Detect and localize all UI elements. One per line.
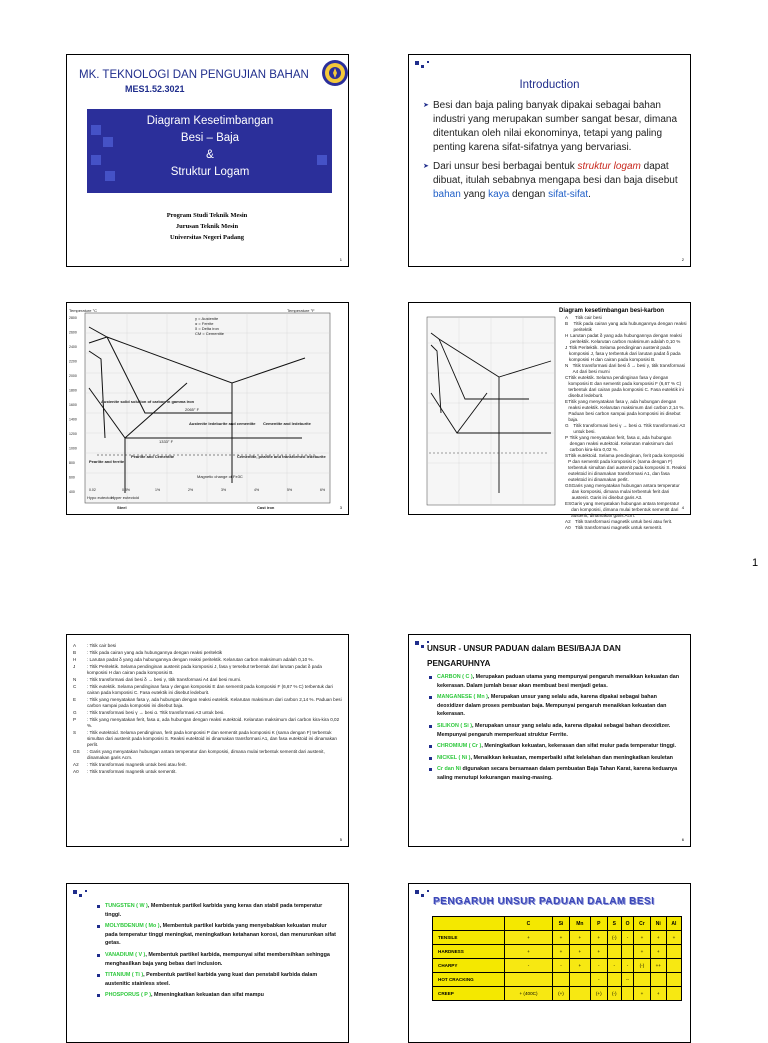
key-austenite: γ = Austenite (195, 316, 219, 321)
table-cell (569, 973, 590, 987)
table-cell (666, 973, 681, 987)
legend-entry (565, 525, 687, 531)
definition-text: : Titik yang menyatakan fasa γ, ada hubungan dengan reaksi eutektik. Kelarutan maksimum dari carbon 2,14 %. Paduan besi carbon sampai pada komposisi ini disebut baja. (87, 697, 342, 708)
table-cell: + (650, 945, 666, 959)
legend-text: Titik cair besi (575, 315, 602, 320)
slide-iron-carbon-diagram (408, 302, 691, 530)
table-cell (666, 959, 681, 973)
element-name: Cr dan Ni (437, 766, 461, 773)
definition-item (73, 643, 343, 649)
legend-text: Titik pada cairan yang ada hubungannya dengan reaksi peritektik (573, 321, 687, 332)
element-description: , Mmeningkatkan kekuatan dan sifat mampu (151, 992, 264, 999)
definition-text: : Larutan padat δ yang ada hubungannya dengan reaksi peritektik. Kelarutan carbon maksimum adalah 0,10 %. (87, 657, 314, 662)
legend-text: Garis yang menyatakan hubungan antara temperatur dan komposisi, dimana mulai terbentuk sementit dari austenit, dinamakan garis Acm. (571, 501, 680, 518)
legend-entry (565, 423, 687, 435)
table-cell: + (569, 945, 590, 959)
row-label: HARDNESS (433, 945, 505, 959)
diagram-legend (565, 315, 687, 531)
slide-heading: Introduction (519, 79, 580, 91)
row-label: CHARPY (433, 959, 505, 973)
course-title: MK. TEKNOLOGI DAN PENGUJIAN BAHAN (79, 69, 309, 81)
definition-item (73, 657, 343, 663)
slide-phase-diagram (66, 302, 349, 515)
course-code: MES1.52.3021 (125, 84, 185, 94)
label-hyper: Hyper eutectoid (111, 495, 140, 500)
slide-number: 4 (681, 505, 684, 510)
key-delta: δ = Delta iron (195, 326, 219, 331)
element-list (429, 673, 681, 786)
definition-text: : Titik transformasi magnetik untuk sementit. (87, 769, 177, 774)
legend-key: A (565, 315, 569, 320)
element-item (429, 722, 681, 739)
table-cell (569, 987, 590, 1001)
table-cell: - (505, 959, 553, 973)
element-item (97, 971, 337, 988)
table-cell: + (505, 931, 553, 945)
element-item (429, 765, 681, 782)
x-tick-label: 0.02 (89, 488, 96, 492)
slide-introduction (408, 54, 691, 267)
slide-heading: PENGARUH UNSUR PADUAN DALAM BESI (433, 896, 655, 907)
element-name: VANADIUM ( V ) (105, 951, 146, 958)
column-header: Cr (634, 917, 651, 931)
diagram-title: Diagram kesetimbangan besi-karbon (559, 308, 665, 314)
slide-number: 2 (681, 257, 684, 262)
main-title: Diagram Kesetimbangan Besi – Baja & Struktur Logam (146, 115, 274, 178)
y-tick-label: 1800 (69, 388, 77, 393)
axis-label-right: Temperature °F (287, 308, 315, 313)
label-steel: Steel (117, 505, 127, 510)
element-description: , Membentuk partikel karbida yang menyebabkan kekuatan mulur pada temperatur tinggi meningkat, meningkatkan ketahanan korosi, dan menurunkan sifat getas. (105, 923, 336, 947)
element-item (429, 754, 681, 763)
legend-text: Titik transformasi besi γ → besi α. Titik transformasi A3 untuk besi. (573, 423, 685, 434)
y-tick-label: 800 (69, 461, 75, 465)
definition-key: B (73, 650, 77, 655)
definition-text: : Titik transformasi magnetik untuk besi atau ferit. (87, 762, 187, 767)
legend-key: A2 (565, 519, 571, 524)
legend-entry (565, 483, 687, 501)
y-tick-label: 2400 (69, 345, 77, 349)
table-cell: - (590, 973, 607, 987)
element-item (97, 991, 337, 1000)
table-cell: (-) (607, 987, 621, 1001)
definition-text: : Titik cair besi (87, 643, 117, 648)
definition-item (73, 730, 343, 748)
y-tick-label: 1400 (69, 417, 77, 422)
legend-entry (565, 435, 687, 453)
y-tick-label: 2000 (69, 374, 77, 378)
definition-text: : Titik pada cairan yang ada hubungannya dengan reaksi peritektik (87, 650, 223, 655)
table-cell: + (569, 959, 590, 973)
y-tick-label: 600 (69, 475, 75, 480)
legend-text: Titik eutektik. Selama pendinginan fasa γ dengan komposisi E dan sementit pada komposisi F (6,67 % C) terbentuk dari cairan pada komposisi C. Fasa eutektik ini disebut ledeburit. (568, 375, 684, 398)
column-header: Mn (569, 917, 590, 931)
table-cell (607, 973, 621, 987)
y-tick-label: 1600 (69, 403, 77, 407)
column-header: Ni (650, 917, 666, 931)
label-hypo: Hypo eutectoid (87, 495, 114, 500)
phase-diagram (67, 303, 350, 516)
legend-text: Titik transformasi magnetik untuk sementit. (575, 525, 663, 530)
x-tick-label: 2% (188, 488, 194, 492)
y-tick-label: 1000 (69, 446, 77, 451)
legend-text: Titik yang menyatakan fasa γ, ada hubungan dengan reaksi eutektik. Kelarutan maksimum dari carbon 2,14 %. Paduan besi carbon sampai pada komposisi ini disebut baja. (568, 399, 685, 422)
definition-item (73, 664, 343, 676)
table-cell: + (650, 987, 666, 1001)
definition-text: : Titik transformasi besi γ → besi α. Titik transformasi A3 untuk besi. (87, 710, 225, 715)
slide-number: 5 (339, 837, 342, 842)
definition-key: A (73, 643, 77, 648)
definition-text: : Titik yang menyatakan ferit, fasa α, ada hubungan dengan reaksi eutektoid. Kelarutan maksimum dari carbon kira-kira 0,02 %. (87, 717, 340, 728)
y-tick-label: 2600 (69, 330, 77, 335)
table-cell: + (634, 987, 651, 1001)
definition-key: A2 (73, 762, 79, 767)
row-label: HOT CRACKING (433, 973, 505, 987)
legend-key: H (565, 333, 569, 338)
definition-key: GS (73, 749, 80, 754)
legend-key: J (565, 345, 568, 350)
legend-key: S (565, 453, 569, 458)
table-cell: (+) (590, 987, 607, 1001)
element-name: CHROMIUM ( Cr ) (437, 743, 482, 750)
legend-text: Titik eutektoid. Selama pendinginan, ferit pada komposisi P dan sementit pada komposisi K (sama dengan F) terbentuk simultan dari austenit pada komposisi S. Reaksi eutektoid ini dinamakan transformasi A1, dan fasa eutektoid ini dinamakan perlit. (568, 453, 687, 482)
row-label: TENSILE (433, 931, 505, 945)
institution: Program Studi Teknik Mesin Jurusan Teknik Mesin Universitas Negeri Padang (166, 212, 248, 241)
table-cell: + (634, 945, 651, 959)
definition-key: S (73, 730, 77, 735)
label-cementite-ledeburite: Cementite and ledeburite (263, 421, 311, 426)
element-name: TITANIUM ( Ti ) (105, 972, 144, 979)
table-cell: - (621, 931, 633, 945)
corner-decoration (415, 61, 437, 73)
element-item (97, 951, 337, 968)
legend-entry (565, 453, 687, 483)
label-cementite-pearlite: Cementite, pearlite and transformed ledeburite (237, 454, 326, 459)
definition-key: N (73, 677, 77, 682)
table-cell: + (552, 931, 569, 945)
label-pearlite-ferrite: Pearlite and ferrite (89, 459, 125, 464)
legend-text: Titik yang menyatakan ferit, fasa α, ada hubungan dengan reaksi eutektoid. Kelarutan maksimum dari carbon kira-kira 0,02 %. (569, 435, 673, 452)
influence-table (432, 916, 682, 1001)
y-tick-label: 2200 (69, 359, 77, 364)
element-list (97, 902, 337, 1003)
x-tick-label: 1% (155, 488, 161, 492)
legend-key: ES (565, 501, 572, 506)
table-cell: - (621, 959, 633, 973)
legend-key: G (565, 423, 569, 428)
table-cell: (-) (634, 959, 651, 973)
table-row (433, 931, 682, 945)
label-austenite: Austenite solid solution of carbon in gamma iron (101, 399, 195, 404)
iron-carbon-chart (409, 303, 559, 516)
y-tick-label: 400 (69, 490, 75, 494)
element-name: SILIKON ( Si ) (437, 722, 473, 729)
column-header: O (621, 917, 633, 931)
table-cell: + (505, 945, 553, 959)
table-cell: + (552, 945, 569, 959)
table-cell: - (607, 959, 621, 973)
element-description: digunakan secara bersamaan dalam pembuatan Baja Tahan Karat, karena keduanya saling menutupi kekurangan masing-masing. (437, 766, 678, 781)
table-cell: (+) (552, 987, 569, 1001)
definition-item (73, 650, 343, 656)
slide-number: 3 (339, 505, 342, 510)
label-cast-iron: Cast iron (257, 505, 275, 510)
table-cell: + (569, 931, 590, 945)
axis-label-left: Temperature °C (69, 308, 98, 313)
table-cell: ++ (650, 959, 666, 973)
column-header: Al (666, 917, 681, 931)
element-description: , Merupakan unsur yang selalu ada, karena dipakai sebagai bahan deoxidizer dalam proses pembuatan baja. Mempunyai pengaruh menaikkan kekuatan dan kekerasan. (437, 694, 667, 718)
element-description: , Menaikkan kekuatan, memperbaiki sifat kelelahan dan meningkatkan keuletan (470, 754, 673, 761)
y-tick-label: 1200 (69, 432, 77, 436)
slide-number: 1 (339, 257, 342, 262)
definition-text: : Titik eutektik. Selama pendinginan fasa γ dengan komposisi E dan sementit pada komposisi F (6,67 % C) terbentuk dari cairan pada komposisi C. Fasa eutektik ini disebut ledeburit. (87, 684, 333, 695)
column-header: C (505, 917, 553, 931)
slide-number: 6 (681, 837, 684, 842)
definition-item (73, 684, 343, 696)
label-eutectoid: 1333° F (159, 439, 174, 444)
table-cell (607, 945, 621, 959)
element-item (97, 922, 337, 948)
legend-key: B (565, 321, 569, 326)
column-header: P (590, 917, 607, 931)
legend-entry (565, 333, 687, 345)
bullet-item: ➤ Dari unsur besi berbagai bentuk struktur logam dapat dibuat, itulah sebabnya mengapa besi dan baja disebut bahan yang kaya dengan sifat-sifat. (423, 160, 685, 202)
table-cell: + (666, 931, 681, 945)
element-item (97, 902, 337, 919)
table-cell (505, 973, 553, 987)
table-row (433, 945, 682, 959)
x-tick-label: 5% (287, 488, 293, 492)
table-cell: + (590, 945, 607, 959)
label-eutectic-temp: 2065° F (185, 407, 200, 412)
definitions-list (73, 643, 343, 776)
element-name: MOLYBDENUM ( Mo ) (105, 923, 160, 930)
element-name: TUNGSTEN ( W ) (105, 903, 148, 909)
legend-entry (565, 399, 687, 423)
legend-entry (565, 321, 687, 333)
table-cell (666, 945, 681, 959)
definition-key: G (73, 710, 77, 715)
table-cell: - (590, 959, 607, 973)
label-pearlite-cementite: Pearlite and Cementite (131, 454, 175, 459)
definition-text: : Titik eutektoid. Selama pendinginan, ferit pada komposisi P dan sementit pada komposisi K (sama dengan F) terbentuk simultan dari austenit pada komposisi S. Reaksi eutektoid ini dinamakan transformasi A1, dan fasa eutektoid ini dinamakan perlit. (87, 730, 337, 747)
row-label: CREEP (433, 987, 505, 1001)
university-logo-icon (321, 59, 349, 87)
legend-key: P (565, 435, 569, 440)
definition-key: E (73, 697, 77, 702)
definition-key: A0 (73, 769, 79, 774)
slide-point-definitions (66, 634, 349, 847)
definition-item (73, 762, 343, 768)
bullet-list (423, 99, 685, 207)
table-cell: + (590, 931, 607, 945)
table-cell (634, 973, 651, 987)
page-number: 1 (752, 557, 759, 569)
column-header: Si (552, 917, 569, 931)
legend-text: Titik Peritektik. Selama pendinginan austenit pada komposisi J, fasa γ terbentuk dari larutan padat δ pada komposisi H dan cairan pada komposisi B. (568, 345, 681, 362)
x-tick-label: 3% (221, 488, 227, 492)
definition-key: C (73, 684, 77, 689)
y-tick-label: 2800 (69, 316, 77, 320)
legend-text: Larutan padat δ yang ada hubungannya dengan reaksi peritektik. Kelarutan carbon maksimum adalah 0,10 % (570, 333, 682, 344)
key-ferrite: α = Ferrite (195, 321, 214, 326)
element-name: NICKEL ( Ni ) (437, 754, 471, 761)
element-description: , Membentuk partikel karbida, mempunyai sifat membersihkan sehingga menghasilkan baja yang bebas dari inclusion. (105, 951, 330, 967)
definition-text: : Titik transformasi dari besi δ → besi γ, titik transformasi A4 dari besi murni. (87, 677, 242, 682)
definition-text: : Titik Peritektik. Selama pendinginan austenit pada komposisi J, fasa γ tersebut terbentuk dari larutan padat δ pada komposisi H dan cairan pada komposisi B. (87, 664, 322, 675)
legend-key: C (565, 375, 569, 380)
legend-key: GS (565, 483, 572, 488)
element-name: MANGANESE ( Mn ) (437, 694, 488, 701)
element-description: , Merupakan unsur yang selalu ada, karena dipakai sebagai bahan deoxidizer. Mempunyai pengaruh memperkuat struktur Ferrite. (437, 722, 671, 738)
element-description: , Meningkatkan kekuatan, kekerasan dan sifat mulur pada temperatur tinggi. (481, 743, 677, 750)
slide-alloying-elements-2 (66, 883, 349, 1043)
slide-alloying-elements (408, 634, 691, 847)
table-cell: (-) (607, 931, 621, 945)
definition-item (73, 717, 343, 729)
x-tick-label: 6% (320, 488, 326, 492)
definition-item (73, 749, 343, 761)
legend-entry (565, 345, 687, 363)
element-item (429, 742, 681, 751)
legend-text: Garis yang menyatakan hubungan antara temperatur dan komposisi, dimana mulai terbentuk ferit dari austenit. Garis ini disebut garis A3. (571, 483, 680, 500)
definition-item (73, 769, 343, 775)
table-cell (552, 973, 569, 987)
slide-alloy-influence-table (408, 883, 691, 1043)
slide-title (66, 54, 349, 267)
table-row (433, 973, 682, 987)
definition-key: J (73, 664, 76, 669)
table-cell (666, 987, 681, 1001)
element-description: , Merupakan paduan utama yang mempunyai pengaruh menaikkan kekuatan dan kekerasan. Dalam jumlah besar akan membuat besi menjadi getas. (437, 674, 680, 689)
table-corner-cell (433, 917, 505, 931)
table-row (433, 959, 682, 973)
bullet-item: ➤ Besi dan baja paling banyak dipakai sebagai bahan industri yang merupakan sumber sangat besar, dimana ditentukan oleh nilai ekonominya, tetapi yang paling penting karena sifat-sifatnya yang bervariasi. (423, 99, 685, 155)
element-item (429, 693, 681, 719)
definition-key: H (73, 657, 77, 662)
key-cementite: CM = Cementite (195, 331, 225, 336)
element-name: CARBON ( C ) (437, 674, 473, 680)
column-header: S (607, 917, 621, 931)
legend-text: Titik transformasi magnetik untuk besi atau ferit. (575, 519, 673, 524)
element-item (429, 673, 681, 690)
definition-item (73, 710, 343, 716)
label-magnetic-change: Magnetic change of Fe3C (197, 474, 243, 479)
legend-key: E (565, 399, 569, 404)
table-row (433, 987, 682, 1001)
legend-entry (565, 501, 687, 519)
table-cell (650, 973, 666, 987)
definition-item (73, 697, 343, 709)
table-cell (621, 945, 633, 959)
label-austenite-ledeburite: Austenite ledeburite and cementite (189, 421, 256, 426)
element-description: , Pembentuk partikel karbida yang kuat dan penstabil karbida dalam austenitic stainless steel. (105, 972, 318, 987)
legend-text: Titik transformasi dari besi δ → besi γ, titik transformasi A4 dari besi murni (572, 363, 686, 374)
definition-item (73, 677, 343, 683)
table-cell: -- (621, 973, 633, 987)
legend-key: N (565, 363, 569, 368)
legend-entry (565, 375, 687, 399)
table-cell: + (400C) (505, 987, 553, 1001)
table-cell (621, 987, 633, 1001)
slide-heading: UNSUR - UNSUR PADUAN dalam BESI/BAJA DAN PENGARUHNYA (427, 644, 621, 668)
x-tick-label: 4% (254, 488, 260, 492)
element-description: , Membentuk partikel karbida yang keras dan stabil pada temperatur tinggi. (105, 903, 323, 918)
legend-entry (565, 363, 687, 375)
definition-text: : Garis yang menyatakan hubungan antara temperatur dan komposisi, dimana mulai terbentuk sementit dari austenit, dinamakan garis Acm. (87, 749, 325, 760)
x-tick-label: 0.8% (122, 488, 130, 492)
corner-decoration (73, 890, 95, 902)
definition-key: P (73, 717, 77, 722)
table-cell: - (552, 959, 569, 973)
table-cell: + (634, 931, 651, 945)
table-cell: + (650, 931, 666, 945)
legend-key: A0 (565, 525, 571, 530)
element-name: PHOSPORUS ( P ) (105, 992, 152, 999)
